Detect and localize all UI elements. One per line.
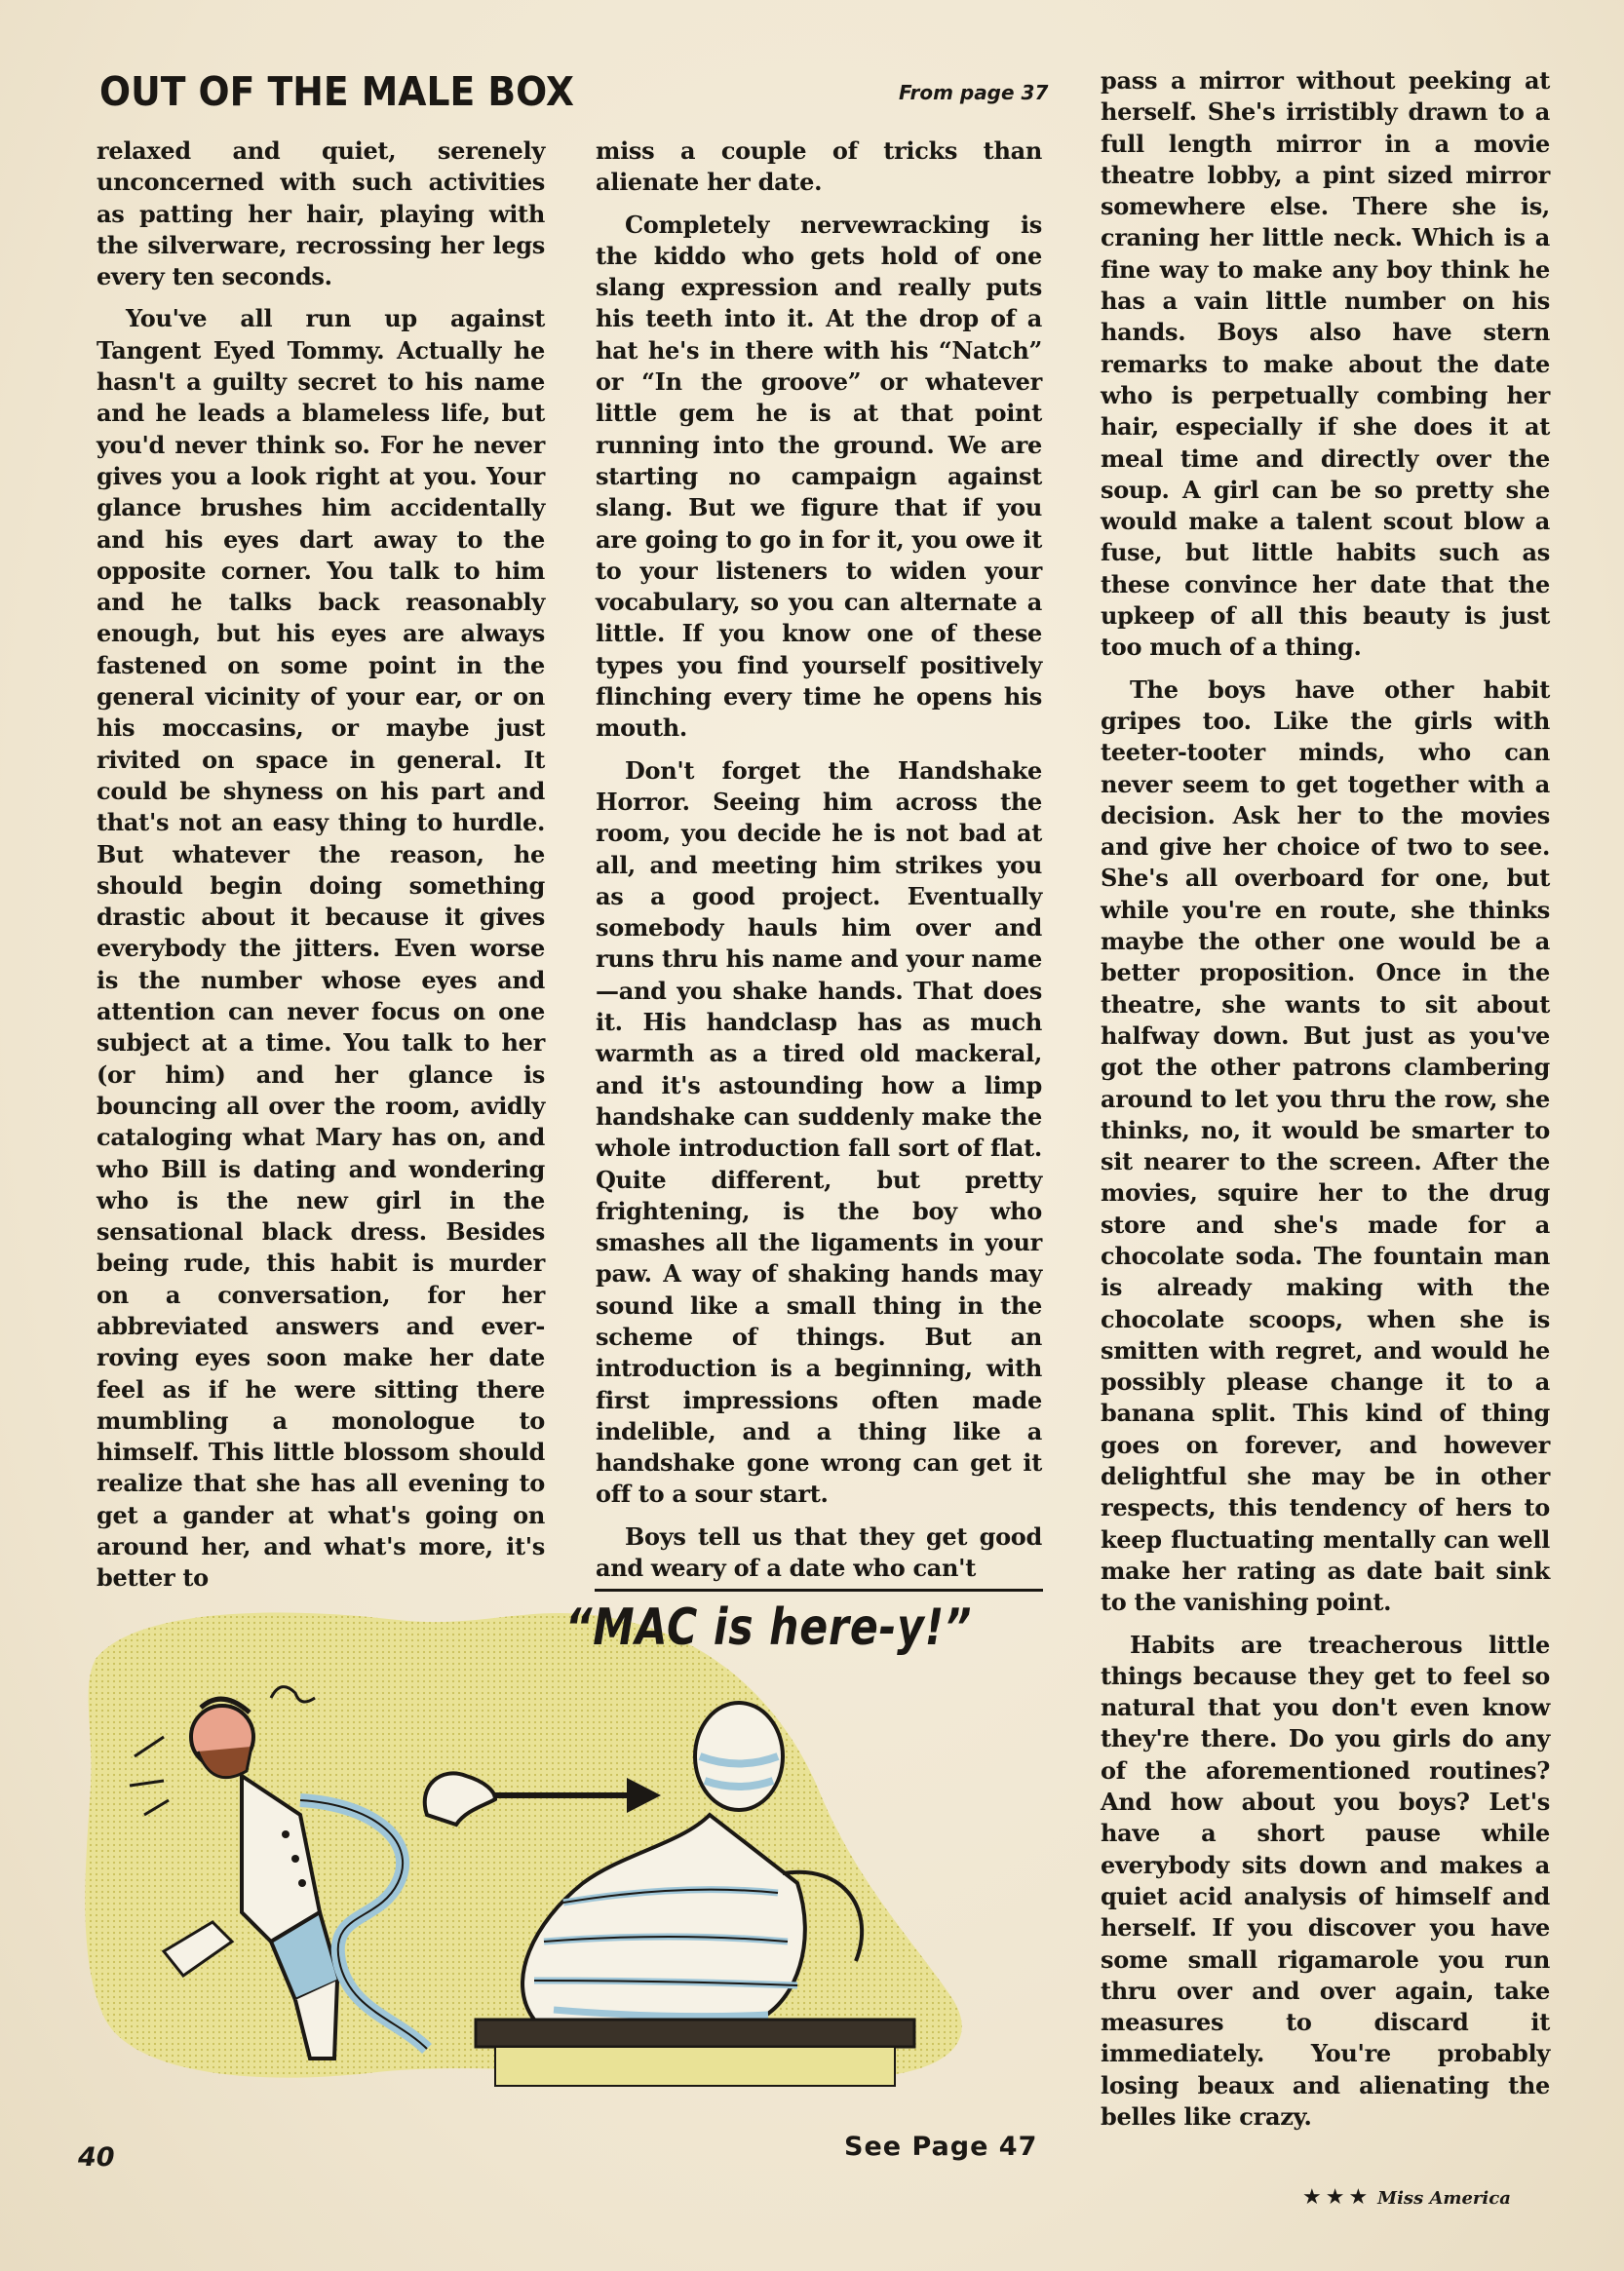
see-page-link: See Page 47 [844,2132,1038,2162]
continued-from-label: From page 37 [899,81,1049,104]
paragraph: pass a mirror without peeking at herself. She's irristibly drawn to a full length mirror in a movie theatre lobby, a pint sized mirror somewhere else. There she is, craning her little neck. Which is a fine way to make any boy think he has a vain little number on his hands. Boys also have stern remarks to make about the date who is perpetually combing her hair, especially if she does it at meal time and directly over the soup. A girl can be so pretty she would make a talent scout blow a fuse, but little habits such as these convince her date that the upkeep of all this beauty is just too much of a thing. [1101,66,1550,662]
cartoon-background [85,1613,961,2079]
star-icon: ★★★ [1302,2185,1373,2210]
footer-magazine-name [1302,2185,1511,2210]
bench [476,2020,914,2047]
article-column-1 [97,135,545,1595]
paragraph: The boys have other habit gripes too. Like the girls with teeter-tooter minds, who can never seem to get together with a decision. Ask her to the movies and give her choice of two to see. She's all overboard for one, but while you're en route, she thinks maybe the other one would be a better proposition. Once in the theatre, she wants to sit about halfway down. But just as you've got the other patrons clambering around to let you thru the row, she thinks, no, it would be smarter to sit nearer to the screen. After the movies, squire her to the drug store and she's made for a chocolate soda. The fountain man is already making with the chocolate scoops, when she is smitten with regret, and would he possibly please change it to a banana split. This kind of thing goes on forever, and however delightful she may be in other respects, this tendency of hers to keep fluctuating mentally can well make her rating as date bait sink to the vanishing point. [1101,674,1550,1617]
paragraph: Habits are treacherous little things because they get to feel so natural that you don't even know they're there. Do you girls do any of the aforementioned routines? And how about you boys? Let's have a short pause while everybody sits down and makes a quiet acid analysis of himself and herself. If you discover you have some small rigamarole you run thru over and over again, take measures to discard it immediately. You're probably losing beaux and alienating the belles like crazy. [1101,1630,1550,2131]
paragraph: relaxed and quiet, serenely unconcerned with such activities as patting her hair, playing with the silverware, recrossing her legs every ten seconds. [97,136,545,291]
article-column-2 [596,135,1042,1584]
paragraph: miss a couple of tricks than alienate her date. [596,136,1042,197]
paragraph: Completely nervewracking is the kiddo who gets hold of one slang expression and really puts his teeth into it. At the drop of a hat he's in there with his “Natch” or “In the groove” or whatever little gem he is at that point running into the ground. We are starting no campaign against slang. But we figure that if you are going to go in for it, you owe it to your listeners to widen your vocabulary, so you can alternate a little. If you know one of these types you find yourself positively flinching every time he opens his mouth. [596,210,1042,743]
paragraph: You've all run up against Tangent Eyed Tommy. Actually he hasn't a guilty secret to his name and he leads a blameless life, but you'd never think so. For he never gives you a look right at you. Your glance brushes him accidentally and his eyes dart away to the opposite corner. You talk to him and he talks back reasonably enough, but his eyes are always fastened on some point in the general vicinity of your ear, or on his moccasins, or maybe just rivited on space in general. It could be shyness on his part and that's not an easy thing to hurdle. But whatever the reason, he should begin doing something drastic about it because it gives everybody the jitters. Even worse is the number whose eyes and attention can never focus on one subject at a time. You talk to her (or him) and her glance is bouncing all over the room, avidly cataloging what Mary has on, and who Bill is dating and wondering who is the new girl in the sensational black dress. Besides being rude, this habit is murder on a conversation, for her abbreviated answers and ever-roving eyes soon make her date feel as if he were sitting there mumbling a monologue to himself. This little blossom should realize that she has all evening to get a gander at what's going on around her, and what's more, it's better to [97,304,545,1593]
page-number: 40 [78,2142,115,2173]
cartoon-illustration [76,1591,1051,2098]
article-column-3 [1101,65,1550,2133]
paragraph: Don't forget the Handshake Horror. Seeing him across the room, you decide he is not bad at all, and meeting him strikes you as a good project. Eventually somebody hauls him over and runs thru his name and your name—and you shake hands. That does it. His handclasp has as much warmth as a tired old mackeral, and it's astounding how a limp handshake can suddenly make the whole introduction fall sort of flat. Quite different, but pretty frightening, is the boy who smashes all the ligaments in your paw. A way of shaking hands may sound like a small thing in the scheme of things. But an introduction is a beginning, with first impressions often made indelible, and a thing like a handshake gone wrong can get it off to a sour start. [596,755,1042,1509]
page-title: OUT OF THE MALE BOX [99,68,574,115]
paragraph: Boys tell us that they get good and weary of a date who can't [596,1521,1042,1583]
cartoon-caption: “MAC is here-y!” [565,1598,973,1657]
magazine-title: Miss America [1377,2188,1511,2209]
